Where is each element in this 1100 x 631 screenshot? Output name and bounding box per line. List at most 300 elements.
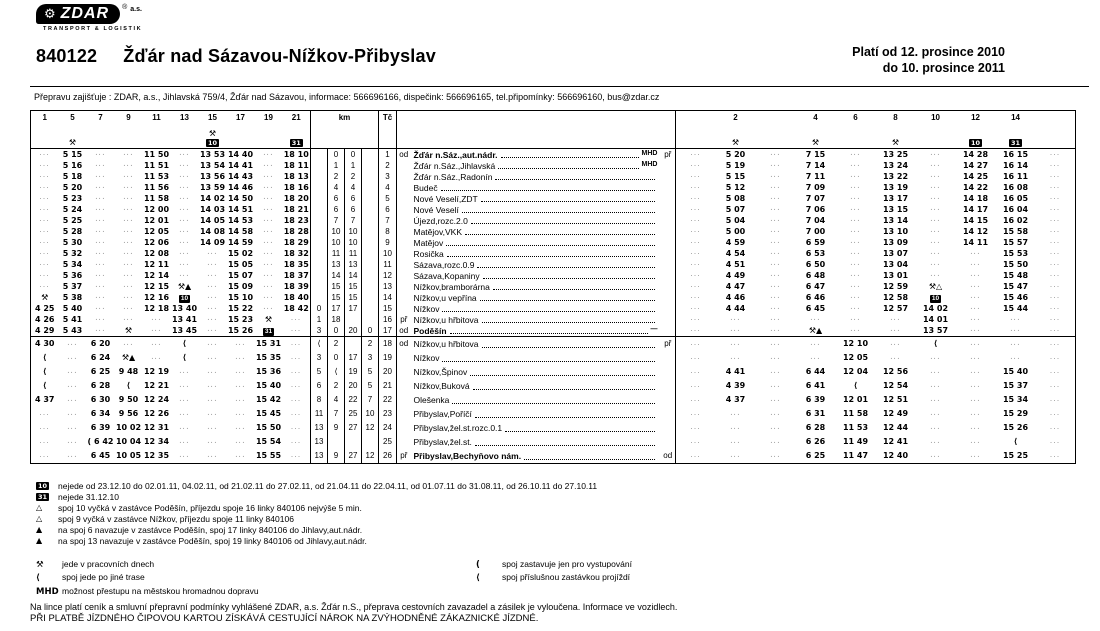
km-cell: 27 xyxy=(345,421,362,435)
time-cell xyxy=(143,270,171,281)
time-cell xyxy=(756,314,796,325)
time-or-symbol: 15 23 xyxy=(227,314,254,324)
time-or-symbol: 14 03 xyxy=(199,204,226,214)
station-name: Újezd,rozc.2.0 xyxy=(413,215,468,226)
logo-suffix: a.s. xyxy=(130,6,142,13)
time-or-symbol: 5 08 xyxy=(725,193,746,203)
station-name-wrap xyxy=(411,227,661,237)
time-cell xyxy=(756,421,796,435)
time-cell xyxy=(1036,182,1076,193)
symbol-stack-item xyxy=(283,138,311,147)
trip-number-header: 14 xyxy=(1011,113,1020,122)
time-or-symbol: 9 48 xyxy=(118,367,139,376)
time-cell xyxy=(836,171,876,182)
no-service-dots: ··· xyxy=(151,355,162,362)
time-cell xyxy=(31,337,59,352)
direction-marker-left xyxy=(397,303,411,314)
direction-marker-left xyxy=(397,270,411,281)
time-or-symbol: 10 04 xyxy=(115,437,142,446)
no-service-dots: ··· xyxy=(690,251,702,257)
time-or-symbol: 13 09 xyxy=(882,237,909,247)
time-or-symbol: 11 53 xyxy=(143,171,170,181)
station-row xyxy=(31,182,1076,193)
no-service-dots: ··· xyxy=(690,218,702,224)
time-cell xyxy=(199,351,227,365)
legend-item xyxy=(476,558,1046,571)
no-service-dots: ··· xyxy=(1050,369,1061,376)
time-or-symbol: 5 12 xyxy=(725,182,746,192)
station-name-wrap xyxy=(411,293,661,303)
time-cell xyxy=(171,379,199,393)
direction-marker-right xyxy=(661,421,676,435)
time-cell xyxy=(996,379,1036,393)
time-cell xyxy=(87,281,115,292)
km-cell: 9 xyxy=(328,421,345,435)
time-cell xyxy=(59,379,87,393)
time-cell xyxy=(756,337,796,352)
no-service-dots: ··· xyxy=(850,207,861,213)
no-service-dots: ··· xyxy=(1050,185,1061,191)
time-cell xyxy=(59,160,87,171)
no-service-dots: ··· xyxy=(690,229,702,235)
legend-right-column xyxy=(476,558,1046,598)
km-cell: 5 xyxy=(362,365,379,379)
time-cell xyxy=(171,149,199,161)
time-cell xyxy=(255,325,283,337)
no-service-dots: ··· xyxy=(930,207,941,213)
time-cell xyxy=(171,160,199,171)
no-service-dots: ··· xyxy=(207,383,218,390)
time-or-symbol: 15 53 xyxy=(1002,248,1029,258)
time-cell xyxy=(1036,393,1076,407)
direction-marker-left xyxy=(397,248,411,259)
no-service-dots: ··· xyxy=(123,251,134,257)
time-or-symbol: ⟨ xyxy=(182,353,187,362)
station-row xyxy=(31,160,1076,171)
no-service-dots: ··· xyxy=(850,306,861,312)
time-or-symbol: 13 15 xyxy=(882,204,909,214)
trip-note-symbols xyxy=(59,124,87,149)
dotted-leader xyxy=(446,245,654,246)
time-or-symbol: 6 45 xyxy=(90,451,111,460)
time-cell xyxy=(199,379,227,393)
station-row xyxy=(31,237,1076,248)
trip-note-symbols xyxy=(836,124,876,149)
station-name: Budeč xyxy=(413,182,438,193)
time-cell xyxy=(836,226,876,237)
time-cell xyxy=(836,449,876,464)
time-or-symbol: 6 41 xyxy=(805,381,826,390)
footnote-symbol xyxy=(36,514,58,524)
no-service-dots: ··· xyxy=(123,273,134,279)
time-cell xyxy=(956,226,996,237)
time-cell xyxy=(876,226,916,237)
no-service-dots: ··· xyxy=(770,163,781,169)
time-cell xyxy=(876,393,916,407)
no-service-dots: ··· xyxy=(95,251,106,257)
time-cell xyxy=(227,435,255,449)
time-or-symbol: 13 25 xyxy=(882,149,909,159)
no-service-dots: ··· xyxy=(1050,273,1061,279)
no-service-dots: ··· xyxy=(1050,355,1061,362)
no-service-dots: ··· xyxy=(970,341,981,348)
time-or-symbol: 4 51 xyxy=(725,259,746,269)
footnote-text: nejede 31.12.10 xyxy=(58,492,119,503)
logo-brand-text: ZDAR xyxy=(60,5,110,22)
no-service-dots: ··· xyxy=(690,341,702,348)
station-cell xyxy=(411,325,661,337)
station-header-spacer xyxy=(397,124,676,149)
time-cell xyxy=(255,435,283,449)
time-or-symbol: 13 01 xyxy=(882,270,909,280)
km-cell: 3 xyxy=(311,325,328,337)
time-cell xyxy=(876,351,916,365)
no-service-dots: ··· xyxy=(179,185,190,191)
direction-marker-right xyxy=(661,193,676,204)
time-cell xyxy=(255,351,283,365)
time-cell xyxy=(199,237,227,248)
km-cell: 20 xyxy=(345,325,362,337)
time-cell xyxy=(876,149,916,161)
time-cell xyxy=(996,149,1036,161)
legend-left-column xyxy=(36,558,476,598)
station-name: Nížkov xyxy=(413,353,440,363)
time-cell xyxy=(283,215,311,226)
time-or-symbol: 4 54 xyxy=(725,248,746,258)
time-cell xyxy=(676,421,716,435)
time-cell xyxy=(171,237,199,248)
no-service-dots: ··· xyxy=(207,273,218,279)
time-or-symbol: 5 18 xyxy=(62,171,83,181)
no-service-dots: ··· xyxy=(850,295,861,301)
time-cell xyxy=(283,435,311,449)
time-cell xyxy=(676,393,716,407)
no-service-dots: ··· xyxy=(890,317,901,323)
time-cell xyxy=(916,171,956,182)
time-or-symbol: 13 53 xyxy=(199,149,226,159)
station-cell xyxy=(411,351,661,365)
timetable-section-1 xyxy=(31,149,1076,337)
time-or-symbol: ⚒ xyxy=(891,138,900,147)
time-cell xyxy=(283,237,311,248)
time-cell xyxy=(796,337,836,352)
time-or-symbol: 13 59 xyxy=(199,182,226,192)
time-cell xyxy=(255,237,283,248)
no-service-dots: ··· xyxy=(690,185,702,191)
no-service-dots: ··· xyxy=(235,425,246,432)
no-service-dots: ··· xyxy=(123,152,134,158)
no-service-dots: ··· xyxy=(770,240,781,246)
time-cell xyxy=(255,149,283,161)
time-cell xyxy=(199,325,227,337)
time-or-symbol: 6 24 xyxy=(90,353,111,362)
no-service-dots: ··· xyxy=(95,196,106,202)
time-cell xyxy=(115,365,143,379)
time-cell xyxy=(255,303,283,314)
station-row xyxy=(31,281,1076,292)
station-name: Matějov,VKK xyxy=(413,226,463,237)
no-service-dots: ··· xyxy=(123,174,134,180)
legend-symbol: ⟨ xyxy=(36,573,40,584)
trip-note-symbols xyxy=(255,124,283,149)
time-cell xyxy=(87,421,115,435)
time-cell xyxy=(756,204,796,215)
time-cell xyxy=(171,449,199,464)
trip-note-symbols xyxy=(716,124,756,149)
no-service-dots: ··· xyxy=(970,453,981,460)
km-cell: 5 xyxy=(311,365,328,379)
time-cell xyxy=(1036,292,1076,303)
km-cell: 3 xyxy=(362,351,379,365)
km-cell: 10 xyxy=(328,237,345,248)
trip-note-symbols xyxy=(31,124,59,149)
time-cell xyxy=(876,281,916,292)
time-cell xyxy=(115,226,143,237)
time-cell xyxy=(31,248,59,259)
no-service-dots: ··· xyxy=(263,229,274,235)
time-cell xyxy=(996,237,1036,248)
station-name: Sázava,Kopaniny xyxy=(413,270,480,281)
no-service-dots: ··· xyxy=(690,295,702,301)
km-cell: 2 xyxy=(345,171,362,182)
time-cell xyxy=(199,337,227,352)
time-cell xyxy=(143,325,171,337)
time-cell xyxy=(756,182,796,193)
time-cell xyxy=(796,421,836,435)
no-service-dots: ··· xyxy=(291,453,302,460)
time-cell xyxy=(676,325,716,337)
km-cell: 1 xyxy=(328,160,345,171)
time-cell xyxy=(916,407,956,421)
direction-marker-right xyxy=(661,435,676,449)
station-name: Nížkov,Špinov xyxy=(413,367,468,377)
gear-icon: ⚙ xyxy=(44,6,56,22)
time-cell xyxy=(115,171,143,182)
time-cell xyxy=(796,435,836,449)
time-cell xyxy=(1036,365,1076,379)
km-cell: 10 xyxy=(345,237,362,248)
station-name: Přibyslav,žel.st.rozc.0.1 xyxy=(413,423,503,433)
time-cell xyxy=(143,182,171,193)
time-or-symbol: 12 56 xyxy=(882,367,909,376)
time-cell xyxy=(756,149,796,161)
time-or-symbol: 12 06 xyxy=(143,237,170,247)
direction-marker-left xyxy=(397,393,411,407)
time-cell xyxy=(171,337,199,352)
no-service-dots: ··· xyxy=(850,152,861,158)
time-cell xyxy=(916,237,956,248)
km-cell xyxy=(362,314,379,325)
no-service-dots: ··· xyxy=(930,369,941,376)
time-cell xyxy=(283,292,311,303)
time-cell xyxy=(31,149,59,161)
station-suffix: MHD xyxy=(641,161,658,168)
time-cell xyxy=(31,393,59,407)
time-cell xyxy=(59,292,87,303)
km-cell xyxy=(311,193,328,204)
no-service-dots: ··· xyxy=(179,174,190,180)
time-cell xyxy=(31,303,59,314)
time-or-symbol: 13 41 xyxy=(171,314,198,324)
time-or-symbol: 12 35 xyxy=(143,451,170,460)
tariff-number-cell: 3 xyxy=(379,171,397,182)
no-service-dots: ··· xyxy=(235,453,246,460)
time-or-symbol: 11 56 xyxy=(143,182,170,192)
no-service-dots: ··· xyxy=(770,251,781,257)
dotted-leader xyxy=(447,256,655,257)
direction-marker-right xyxy=(661,365,676,379)
time-cell xyxy=(31,365,59,379)
time-cell xyxy=(796,182,836,193)
dotted-leader xyxy=(495,179,654,180)
dotted-leader xyxy=(505,431,654,432)
no-service-dots: ··· xyxy=(690,439,702,446)
time-cell xyxy=(996,248,1036,259)
time-cell xyxy=(283,226,311,237)
station-name: Žďár n.Sáz.,Radonín xyxy=(413,171,493,182)
no-service-dots: ··· xyxy=(1050,152,1061,158)
time-or-symbol: 12 59 xyxy=(882,281,909,291)
station-name: Sázava,rozc.0.9 xyxy=(413,259,475,270)
trip-number-header: 4 xyxy=(813,113,818,122)
time-cell xyxy=(115,325,143,337)
registered-mark: ® xyxy=(122,4,128,11)
km-cell: ⟨ xyxy=(311,337,328,352)
dotted-leader xyxy=(471,223,655,224)
km-cell: 9 xyxy=(328,449,345,464)
no-service-dots: ··· xyxy=(1010,341,1021,348)
station-name: Nížkov,u hřbitova xyxy=(413,339,479,349)
station-name-wrap xyxy=(411,271,661,281)
time-or-symbol: 15 54 xyxy=(255,437,282,446)
station-row xyxy=(31,325,1076,337)
time-or-symbol: 4 25 xyxy=(35,303,55,313)
station-header xyxy=(397,111,676,125)
dotted-leader xyxy=(452,403,654,404)
km-cell: 25 xyxy=(345,407,362,421)
time-or-symbol: 15 46 xyxy=(1002,292,1029,302)
km-cell: 0 xyxy=(345,149,362,161)
legend-symbol: ⟨ xyxy=(476,573,480,584)
direction-marker-left: př xyxy=(397,449,411,464)
legend-item xyxy=(36,585,476,598)
no-service-dots: ··· xyxy=(95,218,106,224)
time-cell xyxy=(756,292,796,303)
time-or-symbol: 7 14 xyxy=(805,160,826,170)
time-cell xyxy=(59,421,87,435)
trip-number-header: 19 xyxy=(264,113,273,122)
time-or-symbol: ⚒▲ xyxy=(177,281,192,291)
time-cell xyxy=(199,226,227,237)
time-or-symbol: 14 51 xyxy=(227,204,254,214)
station-cell xyxy=(411,259,661,270)
time-or-symbol: ▲ xyxy=(36,536,43,546)
time-or-symbol: 14 02 xyxy=(922,303,949,313)
time-or-symbol: 15 37 xyxy=(1002,381,1029,390)
title-bar xyxy=(36,46,436,67)
dotted-leader xyxy=(462,212,655,213)
time-or-symbol: 4 30 xyxy=(35,339,55,348)
tariff-number-cell: 26 xyxy=(379,449,397,464)
no-service-dots: ··· xyxy=(770,397,781,404)
dotted-leader xyxy=(473,389,655,390)
no-service-dots: ··· xyxy=(123,185,134,191)
km-cell: 10 xyxy=(345,226,362,237)
tariff-number-cell: 22 xyxy=(379,393,397,407)
station-name-wrap xyxy=(411,352,661,364)
time-cell xyxy=(1036,149,1076,161)
km-cell: ⟨ xyxy=(328,365,345,379)
time-cell xyxy=(676,193,716,204)
time-or-symbol: ▲ xyxy=(36,525,43,535)
no-service-dots: ··· xyxy=(291,383,302,390)
time-cell xyxy=(916,449,956,464)
time-or-symbol: 13 10 xyxy=(882,226,909,236)
no-service-dots: ··· xyxy=(850,185,861,191)
no-service-dots: ··· xyxy=(1050,383,1061,390)
footnote-line xyxy=(36,536,597,547)
tariff-number-cell: 11 xyxy=(379,259,397,270)
km-cell xyxy=(345,337,362,352)
time-cell xyxy=(836,337,876,352)
time-cell xyxy=(756,270,796,281)
time-cell xyxy=(143,407,171,421)
station-name-wrap xyxy=(411,325,661,336)
km-cell: 5 xyxy=(362,379,379,393)
direction-marker-left xyxy=(397,204,411,215)
km-cell xyxy=(362,215,379,226)
time-cell xyxy=(199,248,227,259)
time-or-symbol: 18 37 xyxy=(283,270,309,280)
time-or-symbol: 18 28 xyxy=(283,226,309,236)
time-cell xyxy=(227,193,255,204)
symbol-legend xyxy=(36,558,1046,598)
no-service-dots: ··· xyxy=(207,284,218,290)
no-service-dots: ··· xyxy=(123,317,134,323)
no-service-dots: ··· xyxy=(970,355,981,362)
direction-marker-left xyxy=(397,215,411,226)
footnote-text: spoj 9 vyčká v zastávce Nížkov, příjezdu spoje 11 linky 840106 xyxy=(58,514,294,525)
time-cell xyxy=(676,449,716,464)
no-service-dots: ··· xyxy=(1050,207,1061,213)
no-service-dots: ··· xyxy=(207,317,218,323)
station-row xyxy=(31,421,1076,435)
time-or-symbol: 14 25 xyxy=(962,171,989,181)
time-or-symbol: ⟨ xyxy=(933,339,938,348)
no-service-dots: ··· xyxy=(95,284,106,290)
dotted-leader xyxy=(441,190,655,191)
no-service-dots: ··· xyxy=(1050,397,1061,404)
km-cell xyxy=(345,314,362,325)
time-cell xyxy=(996,393,1036,407)
time-or-symbol: 4 41 xyxy=(725,367,746,376)
no-service-dots: ··· xyxy=(123,218,134,224)
time-cell xyxy=(171,281,199,292)
no-service-dots: ··· xyxy=(970,328,981,334)
time-or-symbol: 16 14 xyxy=(1002,160,1029,170)
time-cell xyxy=(59,226,87,237)
km-cell xyxy=(362,193,379,204)
time-or-symbol: 5 15 xyxy=(62,149,83,159)
time-or-symbol: 7 06 xyxy=(805,204,826,214)
time-cell xyxy=(836,204,876,215)
time-or-symbol: 14 59 xyxy=(227,237,254,247)
tariff-number-cell: 19 xyxy=(379,351,397,365)
footnote-text: na spoj 13 navazuje v zastávce Poděšín, spoj 19 linky 840106 od Jihlavy,aut.nádr. xyxy=(58,536,367,547)
no-service-dots: ··· xyxy=(690,196,702,202)
trip-number-header: 7 xyxy=(98,113,103,122)
time-cell xyxy=(31,281,59,292)
